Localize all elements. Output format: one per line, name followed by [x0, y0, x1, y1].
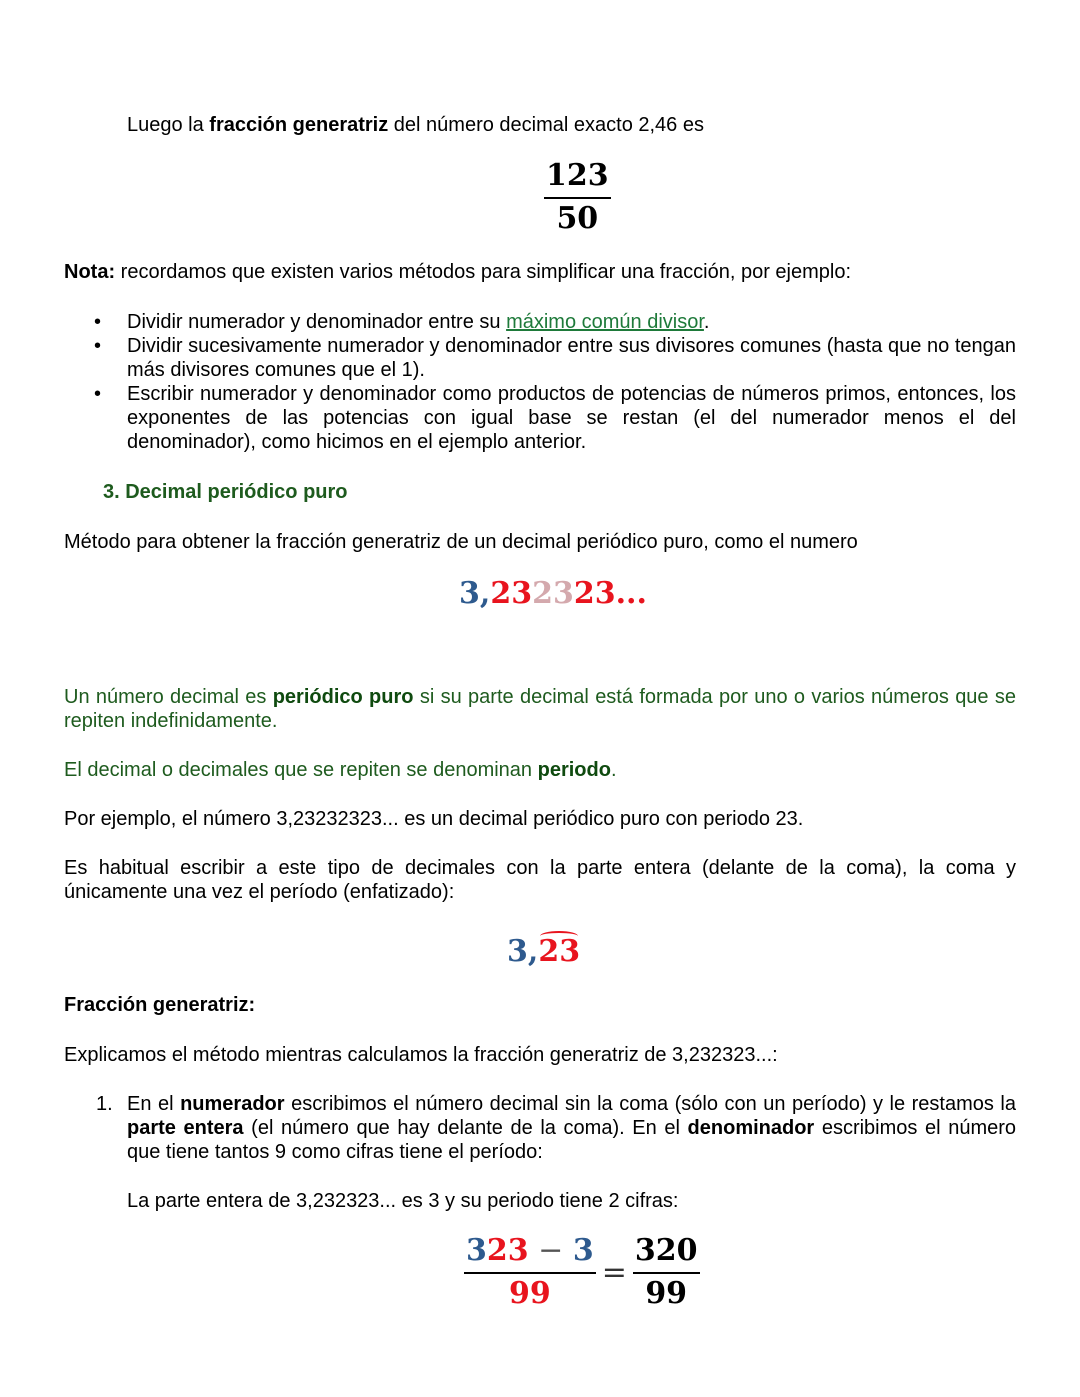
period-notation: 3, 23: [507, 934, 580, 969]
fraction-denominator: 50: [556, 201, 599, 236]
methods-list: [64, 310, 1016, 454]
term-fraccion-generatriz: fracción generatriz: [209, 114, 389, 136]
habit-paragraph: Es habitual escribir a este tipo de decimales con la parte entera (delante de la coma), la coma y únicamente una vez el período (enfatizado):: [64, 857, 1016, 903]
list-item: • Escribir numerador y denominador como productos de potencias de números primos, entonces, los exponentes de las potencias con igual base se restan (el del numerador menos el del denominador), como hicimos en el ejemplo anterior.: [64, 382, 1016, 454]
equals-sign: =: [601, 1254, 627, 1290]
generatriz-equation: [464, 1233, 700, 1311]
example-paragraph: Por ejemplo, el número 3,23232323... es un decimal periódico puro con periodo 23.: [64, 808, 804, 830]
intro-paragraph: Luego la fracción generatriz del número decimal exacto 2,46 es: [127, 114, 704, 136]
step1-paragraph: En el numerador escribimos el número decimal sin la coma (sólo con un período) y le restamos la parte entera (el número que hay delante de la coma). En el denominador escribimos el número que tiene tantos 9 como cifras tiene el período:: [127, 1093, 1017, 1163]
list-item: • Dividir sucesivamente numerador y denominador entre sus divisores comunes (hasta que no tengan más divisores comunes que el 1).: [64, 334, 1016, 382]
mcd-link[interactable]: máximo común divisor: [506, 311, 704, 333]
fraction-numerator: 123: [544, 158, 611, 199]
method-paragraph: Método para obtener la fracción generatriz de un decimal periódico puro, como el numero: [64, 531, 858, 553]
generatriz-heading: Fracción generatriz:: [64, 994, 256, 1016]
result-denominator: 99: [645, 1276, 688, 1311]
explain-paragraph: Explicamos el método mientras calculamos la fracción generatriz de 3,232323...:: [64, 1044, 778, 1066]
note-paragraph: Nota: recordamos que existen varios métodos para simplificar una fracción, por ejemplo:: [64, 261, 852, 283]
fraction-123-50: [544, 158, 611, 236]
step-number: 1.: [96, 1093, 113, 1115]
note-label: Nota:: [64, 261, 116, 283]
list-item: • Dividir numerador y denominador entre su máximo común divisor.: [64, 310, 1016, 334]
period-definition: El decimal o decimales que se repiten se denominan periodo.: [64, 759, 617, 781]
equation-denominator: 99: [508, 1276, 551, 1311]
step1-detail: La parte entera de 3,232323... es 3 y su periodo tiene 2 cifras:: [127, 1190, 679, 1212]
period-arc: [540, 931, 578, 941]
equation-numerator: 323 − 3: [464, 1233, 596, 1274]
definition-paragraph: Un número decimal es periódico puro si su parte decimal está formada por uno o varios números que se repiten indefinidamente.: [64, 686, 1017, 732]
result-numerator: 320: [633, 1233, 700, 1274]
example-number: 3,232323...: [459, 576, 647, 611]
section-heading: 3. Decimal periódico puro: [103, 481, 348, 503]
